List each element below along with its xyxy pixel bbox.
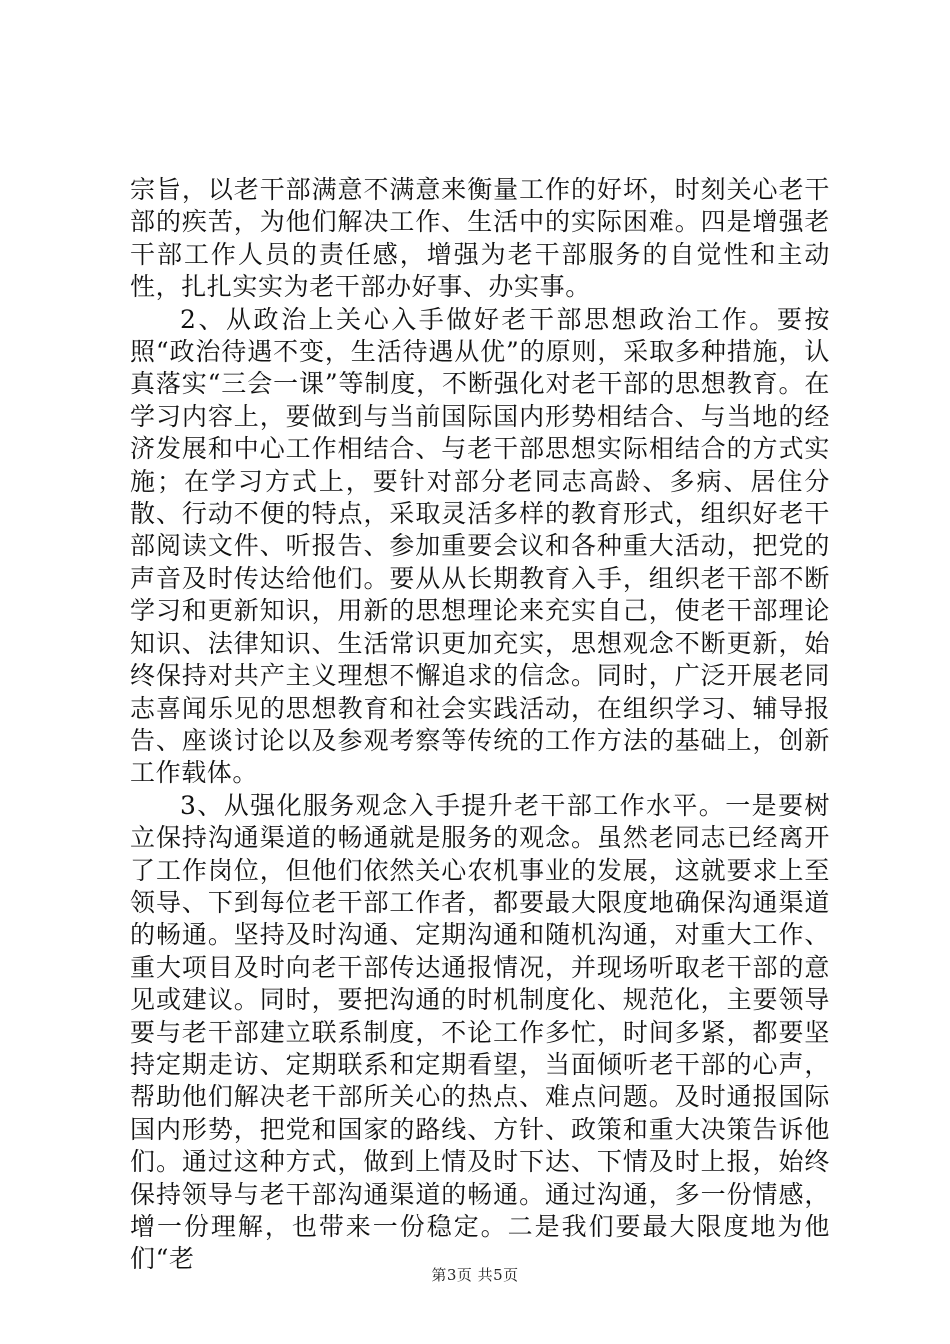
document-body bbox=[130, 174, 830, 1276]
page-footer: 第3页 共5页 bbox=[431, 1266, 519, 1284]
paragraph-1: 宗旨，以老干部满意不满意来衡量工作的好坏，时刻关心老干部的疾苦，为他们解决工作、生活中的实际困难。四是增强老干部工作人员的责任感，增强为老干部服务的自觉性和主动性，扎扎实实为老干部办好事、办实事。 bbox=[130, 175, 830, 302]
paragraph-2: 2、从政治上关心入手做好老干部思想政治工作。要按照“政治待遇不变，生活待遇从优”的原则，采取多种措施，认真落实“三会一课”等制度，不断强化对老干部的思想教育。在学习内容上，要做到与当前国际国内形势相结合、与当地的经济发展和中心工作相结合、与老干部思想实际相结合的方式实施；在学习方式上，要针对部分老同志高龄、多病、居住分散、行动不便的特点，采取灵活多样的教育形式，组织好老干部阅读文件、听报告、参加重要会议和各种重大活动，把党的声音及时传达给他们。要从从长期教育入手，组织老干部不断学习和更新知识，用新的思想理论来充实自己，使老干部理论知识、法律知识、生活常识更加充实，思想观念不断更新，始终保持对共产主义理想不懈追求的信念。同时，广泛开展老同志喜闻乐见的思想教育和社会实践活动，在组织学习、辅导报告、座谈讨论以及参观考察等传统的工作方法的基础上，创新工作载体。 bbox=[130, 304, 830, 788]
paragraph-3: 3、从强化服务观念入手提升老干部工作水平。一是要树立保持沟通渠道的畅通就是服务的观念。虽然老同志已经离开了工作岗位，但他们依然关心农机事业的发展，这就要求上至领导、下到每位老干部工作者，都要最大限度地确保沟通渠道的畅通。坚持及时沟通、定期沟通和随机沟通，对重大工作、重大项目及时向老干部传达通报情况，并现场听取老干部的意见或建议。同时，要把沟通的时机制度化、规范化，主要领导要与老干部建立联系制度，不论工作多忙，时间多紧，都要坚持定期走访、定期联系和定期看望，当面倾听老干部的心声，帮助他们解决老干部所关心的热点、难点问题。及时通报国际国内形势，把党和国家的路线、方针、政策和重大决策告诉他们。通过这种方式，做到上情及时下达、下情及时上报，始终保持领导与老干部沟通渠道的畅通。通过沟通，多一份情感，增一份理解，也带来一份稳定。二是我们要最大限度地为他们“老 bbox=[130, 790, 830, 1274]
